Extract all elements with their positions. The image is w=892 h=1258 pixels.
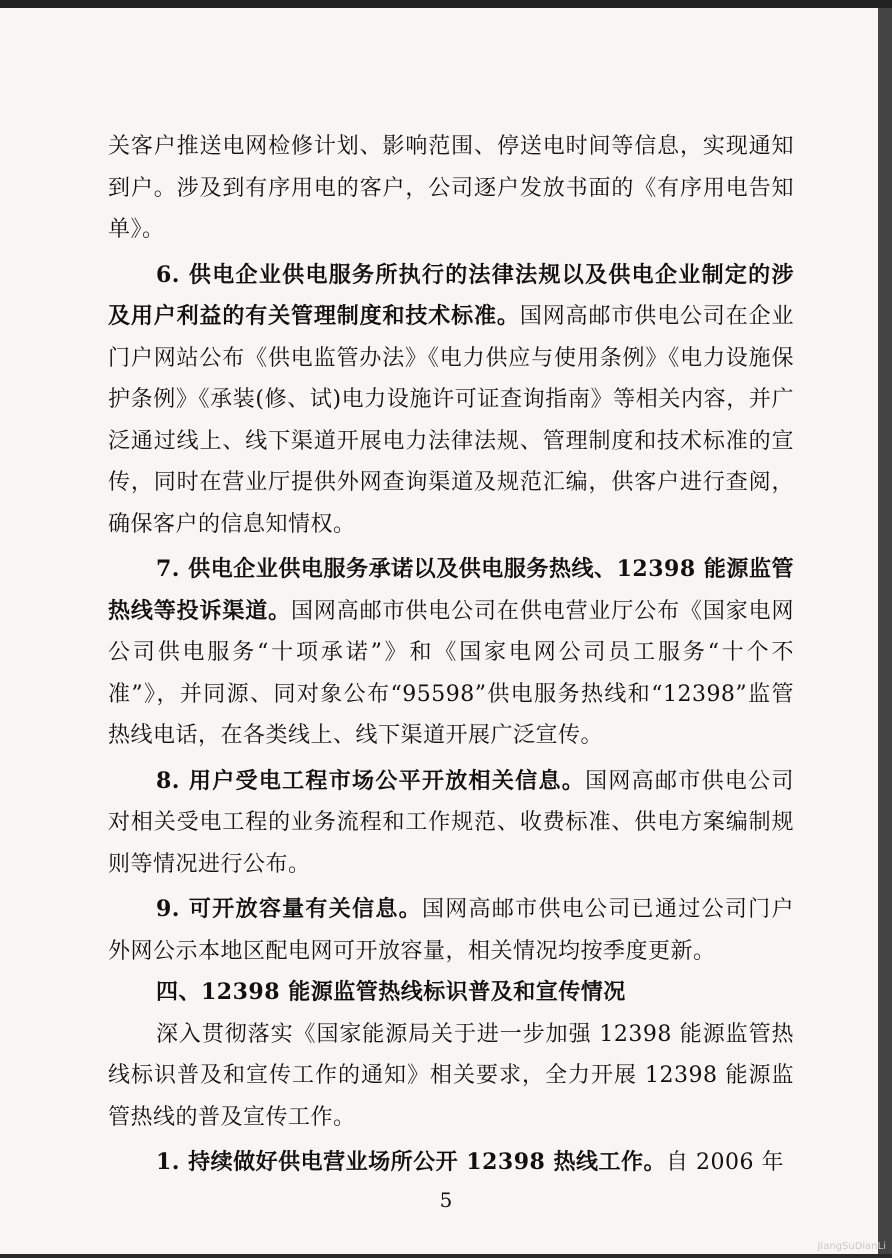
scan-border-right — [878, 8, 892, 1254]
item-8-text: 国网高邮市供电公司对相关受电工程的业务流程和工作规范、收费标准、供电方案编制规则等情况进行公布。 — [108, 768, 794, 877]
item-7-text: 国网高邮市供电公司在供电营业厅公布《国家电网公司供电服务“十项承诺”》和《国家电网公司员工服务“十个不准”》，并同源、同对象公布“95598”供电服务热线和“12398”监管热线电话，在各类线上、线下渠道开展广泛宣传。 — [108, 598, 794, 748]
paragraph-item-9 — [108, 889, 794, 972]
item-6-heading: 6. 供电企业供电服务所执行的法律法规以及供电企业制定的涉及用户利益的有关管理制度和技术标准。 — [108, 261, 794, 329]
section-4-item-1-text: 自 2006 年 — [665, 1150, 784, 1175]
page-number: 5 — [439, 1188, 453, 1212]
item-9-heading: 9. 可开放容量有关信息。 — [156, 896, 422, 922]
paragraph-section-4-intro: 深入贯彻落实《国家能源局关于进一步加强 12398 能源监管热线标识普及和宣传工作的通知》相关要求，全力开展 12398 能源监管热线的普及宣传工作。 — [108, 1021, 794, 1130]
item-8-heading: 8. 用户受电工程市场公平开放相关信息。 — [156, 767, 586, 794]
paragraph-item-6 — [108, 255, 794, 546]
item-9-text: 国网高邮市供电公司已通过公司门户外网公示本地区配电网可开放容量，相关情况均按季度更新。 — [108, 897, 794, 964]
scan-border-top — [0, 0, 892, 8]
section-4-item-1-heading: 1. 持续做好供电营业场所公开 12398 热线工作。 — [156, 1149, 666, 1175]
section-heading-4: 四、12398 能源监管热线标识普及和宣传情况 — [156, 979, 626, 1005]
watermark-text: JiangSuDianLi — [817, 1241, 886, 1252]
paragraph-item-8 — [108, 761, 794, 886]
document-page — [0, 8, 892, 1254]
paragraph-item-7 — [108, 549, 794, 757]
paragraph-intro: 关客户推送电网检修计划、影响范围、停送电时间等信息，实现通知到户。涉及到有序用电的客户，公司逐户发放书面的《有序用电告知单》。 — [108, 134, 794, 242]
item-7-heading: 7. 供电企业供电服务承诺以及供电服务热线、12398 能源监管热线等投诉渠道。 — [108, 556, 794, 624]
item-6-text: 国网高邮市供电公司在企业门户网站公布《供电监管办法》《电力供应与使用条例》《电力设施保护条例》《承装(修、试)电力设施许可证查询指南》等相关内容，并广泛通过线上、线下渠道开展电力法律法规、管理制度和技术标准的宣传，同时在营业厅提供外网查询渠道及规范汇编，供客户进行查阅，确保客户的信息知情权。 — [108, 304, 794, 537]
paragraph-section-4-item-1 — [108, 1142, 794, 1184]
document-body — [108, 126, 794, 1184]
